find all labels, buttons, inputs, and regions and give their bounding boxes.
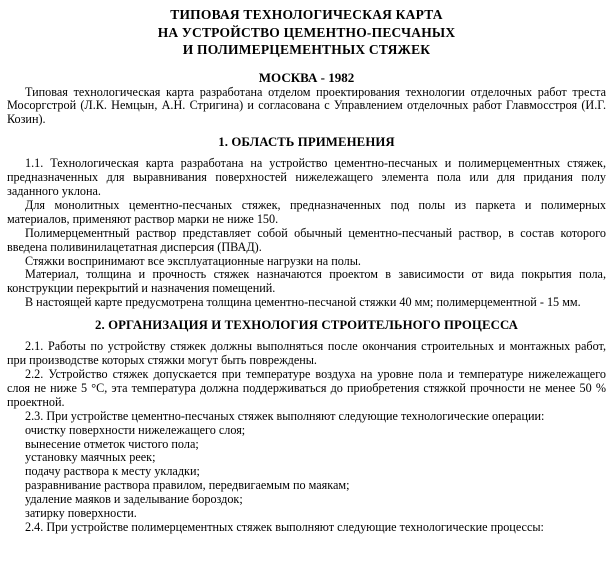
document-title-line-1: ТИПОВАЯ ТЕХНОЛОГИЧЕСКАЯ КАРТА (170, 7, 443, 22)
paragraph: Стяжки воспринимают все эксплуатационные нагрузки на полы. (25, 253, 361, 268)
paragraph: Полимерцементный раствор представляет собой обычный цементно-песчаный раствор, в состав которого введена поливинилацетатная дисперсия (ПВАД). (7, 225, 606, 254)
paragraph: 2.4. При устройстве полимерцементных стяжек выполняют следующие технологические процессы: (25, 519, 544, 534)
paragraph: 2.3. При устройстве цементно-песчаных стяжек выполняют следующие технологические операции: (25, 408, 545, 423)
list-item-paragraph: очистку поверхности нижележащего слоя; (25, 422, 246, 437)
document-title-line-3: И ПОЛИМЕРЦЕМЕНТНЫХ СТЯЖЕК (182, 42, 431, 57)
list-item-paragraph: подачу раствора к месту укладки; (25, 464, 200, 479)
paragraph: Материал, толщина и прочность стяжек назначаются проектом в зависимости от вида покрытия пола, конструкции перекрытий и назначения помещений. (7, 267, 606, 296)
paragraph: 1.1. Технологическая карта разработана на устройство цементно-песчаных и полимерцементных стяжек, предназначенных для выравнивания поверхностей нижележащего элемента пола или для придания полу заданного уклона. (7, 156, 606, 199)
section-1-heading: 1. ОБЛАСТЬ ПРИМЕНЕНИЯ (218, 135, 395, 150)
list-item-paragraph: вынесение отметок чистого пола; (25, 436, 199, 451)
list-item-paragraph: разравнивание раствора правилом, передвигаемым по маякам; (25, 478, 350, 493)
list-item-paragraph: затирку поверхности. (25, 506, 137, 521)
section-2-heading: 2. ОРГАНИЗАЦИЯ И ТЕХНОЛОГИЯ СТРОИТЕЛЬНОГО ПРОЦЕССА (94, 318, 518, 333)
document-title (7, 6, 606, 59)
place-year: МОСКВА - 1982 (258, 69, 355, 85)
list-item-paragraph: удаление маяков и заделывание бороздок; (25, 492, 243, 507)
document-title-line-2: НА УСТРОЙСТВО ЦЕМЕНТНО-ПЕСЧАНЫХ (157, 24, 456, 40)
paragraph: В настоящей карте предусмотрена толщина цементно-песчаной стяжки 40 мм; полимерцементной - 15 мм. (25, 295, 581, 310)
paragraph: 2.1. Работы по устройству стяжек должны выполняться после окончания строительных и монтажных работ, при производстве которых стяжки могут быть повреждены. (7, 339, 606, 368)
list-item-paragraph: установку маячных реек; (25, 450, 156, 465)
paragraph: Для монолитных цементно-песчаных стяжек, предназначенных под полы из паркета и полимерных материалов, применяют раствор марки не ниже 150. (7, 197, 606, 226)
paragraph: 2.2. Устройство стяжек допускается при температуре воздуха на уровне пола и температуре нижележащего слоя не ниже 5 °С, эта температура должна поддерживаться до приобретения стяжкой прочности не менее 50 % проектной. (7, 367, 606, 409)
intro-paragraph: Типовая технологическая карта разработана отделом проектирования технологии отделочных работ треста Мосоргстрой (Л.К. Немцын, А.Н. Стригина) и согласована с Управлением отделочных работ Главмосстроя (И.Г. Козин). (7, 84, 606, 127)
